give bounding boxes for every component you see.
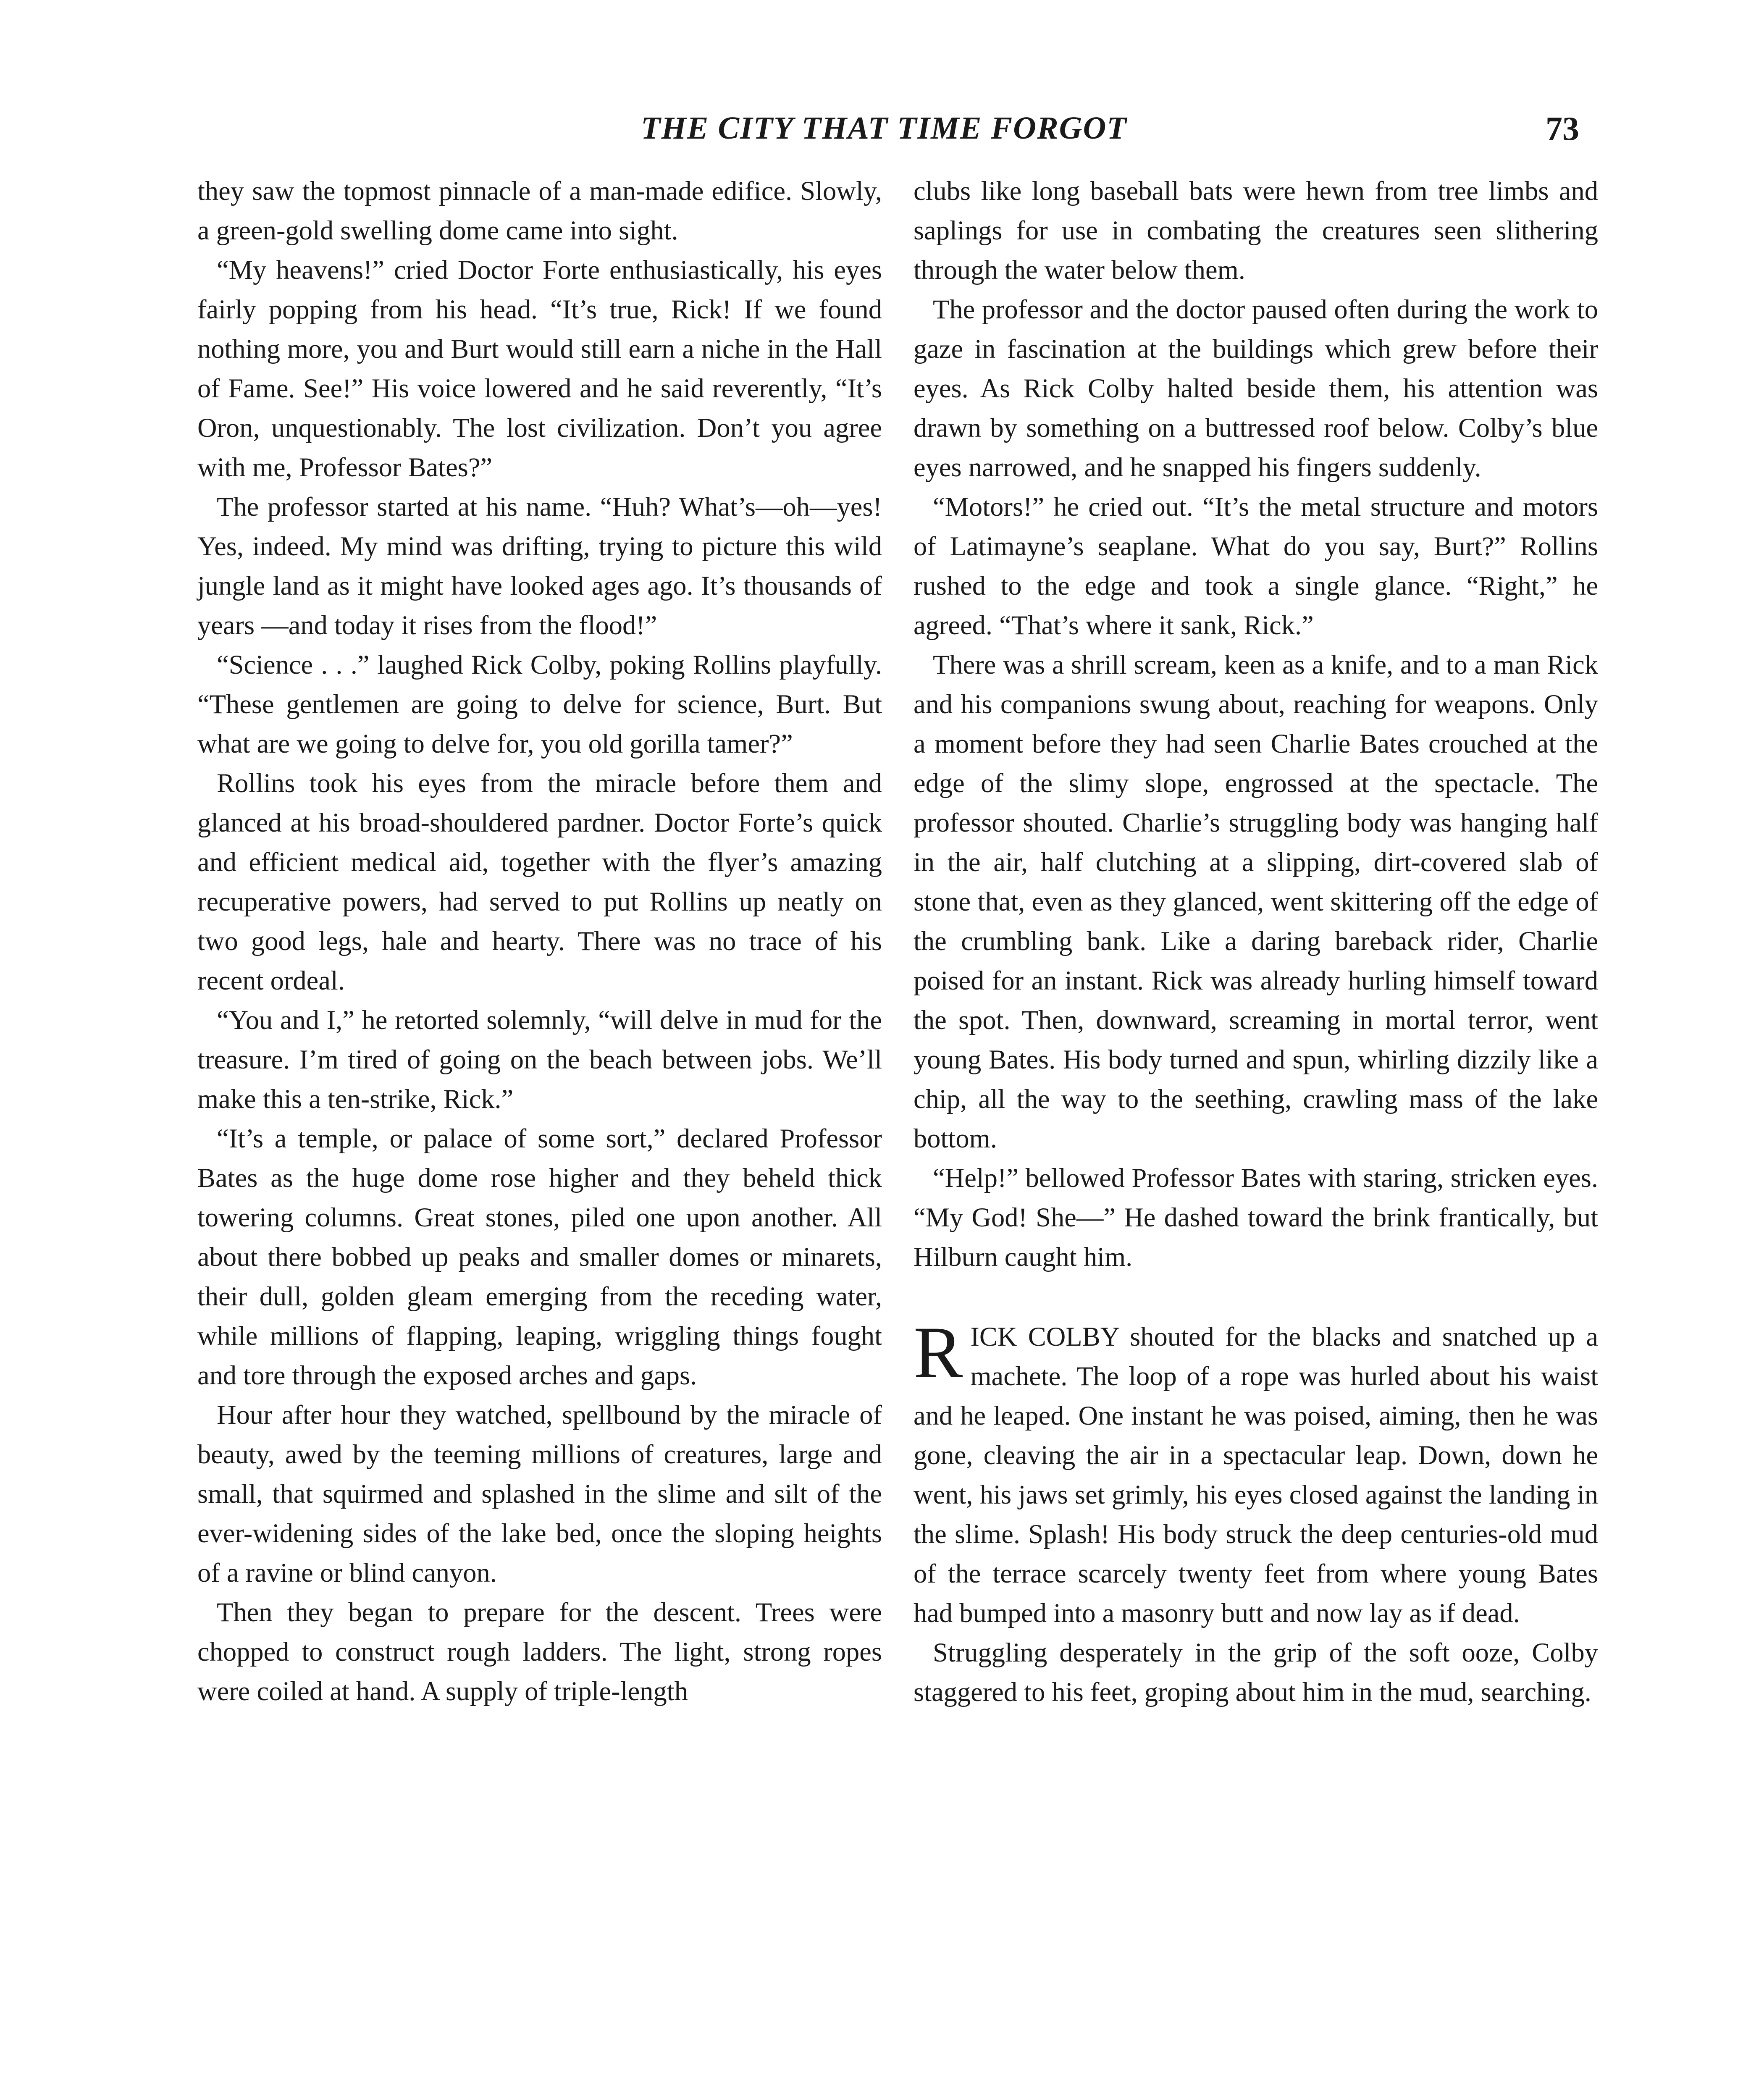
paragraph: clubs like long baseball bats were hewn from tree limbs and saplings for use in combating the creatures seen slithering through the water below them. bbox=[914, 176, 1598, 285]
paragraph: Struggling desperately in the grip of the soft ooze, Colby staggered to his feet, groping about him in the mud, searching. bbox=[914, 1638, 1598, 1707]
paragraph: “Science . . .” laughed Rick Colby, poking Rollins playfully. “These gentlemen are going to delve for science, Burt. But what are we going to delve for, you old gorilla tamer?” bbox=[197, 650, 882, 759]
section-opening-text: ICK COLBY shouted for the blacks and snatched up a machete. The loop of a rope was hurled about his waist and he leaped. One instant he was poised, aiming, then he was gone, cleaving the air in a spectacular leap. Down, down he went, his jaws set grimly, his eyes closed against the landing in the slime. Splash! His body struck the deep centuries-old mud of the terrace scarcely twenty feet from where young Bates had bumped into a masonry butt and now lay as if dead. bbox=[914, 1322, 1598, 1628]
paragraph: “It’s a temple, or palace of some sort,” declared Professor Bates as the huge dome rose higher and they beheld thick towering columns. Great stones, piled one upon another. All about there bobbed up peaks and smaller domes or minarets, their dull, golden gleam emerging from the receding water, while millions of flapping, leaping, wriggling things fought and tore through the exposed arches and gaps. bbox=[197, 1124, 882, 1390]
paragraph: Rollins took his eyes from the miracle before them and glanced at his broad-shouldered pardner. Doctor Forte’s quick and efficient medical aid, together with the flyer’s amazing recuperative powers, had served to put Rollins up neatly on two good legs, hale and hearty. There was no trace of his recent ordeal. bbox=[197, 768, 882, 995]
paragraph: “You and I,” he retorted solemnly, “will delve in mud for the treasure. I’m tired of going on the beach between jobs. We’ll make this a ten-strike, Rick.” bbox=[197, 1005, 882, 1114]
paragraph: “Motors!” he cried out. “It’s the metal structure and motors of Latimayne’s seaplane. What do you say, Burt?” Rollins rushed to the edge and took a single glance. “Right,” he agreed. “That’s where it sank, Rick.” bbox=[914, 492, 1598, 640]
left-column bbox=[197, 171, 882, 1711]
paragraph: The professor started at his name. “Huh? What’s—oh—yes! Yes, indeed. My mind was drifting, trying to picture this wild jungle land as it might have looked ages ago. It’s thousands of years —and today it rises from the flood!” bbox=[197, 492, 882, 640]
right-column bbox=[914, 171, 1598, 1712]
paragraph: There was a shrill scream, keen as a knife, and to a man Rick and his companions swung about, reaching for weapons. Only a moment before they had seen Charlie Bates crouched at the edge of the slimy slope, engrossed at the spectacle. The professor shouted. Charlie’s struggling body was hanging half in the air, half clutching at a slipping, dirt-covered slab of stone that, even as they glanced, went skittering off the edge of the crumbling bank. Like a daring bareback rider, Charlie poised for an instant. Rick was already hurling himself toward the spot. Then, downward, screaming in mortal terror, went young Bates. His body turned and spun, whirling dizzily like a chip, all the way to the seething, crawling mass of the lake bottom. bbox=[914, 650, 1598, 1153]
paragraph: “Help!” bellowed Professor Bates with staring, stricken eyes. “My God! She—” He dashed toward the brink frantically, but Hilburn caught him. bbox=[914, 1163, 1598, 1272]
section-opening-paragraph bbox=[914, 1312, 1598, 1633]
drop-cap: R bbox=[914, 1312, 963, 1394]
page-header bbox=[189, 110, 1579, 160]
paragraph: Hour after hour they watched, spellbound by the miracle of beauty, awed by the teeming millions of creatures, large and small, that squirmed and splashed in the slime and silt of the ever-widening sides of the lake bed, once the sloping heights of a ravine or blind canyon. bbox=[197, 1400, 882, 1588]
running-title: THE CITY THAT TIME FORGOT bbox=[641, 110, 1127, 146]
page-number: 73 bbox=[1546, 110, 1579, 147]
paragraph: Then they began to prepare for the descent. Trees were chopped to construct rough ladders. The light, strong ropes were coiled at hand. A supply of triple-length bbox=[197, 1597, 882, 1706]
paragraph: they saw the topmost pinnacle of a man-made edifice. Slowly, a green-gold swelling dome came into sight. bbox=[197, 176, 882, 245]
paragraph: “My heavens!” cried Doctor Forte enthusiastically, his eyes fairly popping from his head. “It’s true, Rick! If we found nothing more, you and Burt would still earn a niche in the Hall of Fame. See!” His voice lowered and he said reverently, “It’s Oron, unquestionably. The lost civilization. Don’t you agree with me, Professor Bates?” bbox=[197, 255, 882, 482]
paragraph: The professor and the doctor paused often during the work to gaze in fascination at the buildings which grew before their eyes. As Rick Colby halted beside them, his attention was drawn by something on a buttressed roof below. Colby’s blue eyes narrowed, and he snapped his fingers suddenly. bbox=[914, 294, 1598, 482]
